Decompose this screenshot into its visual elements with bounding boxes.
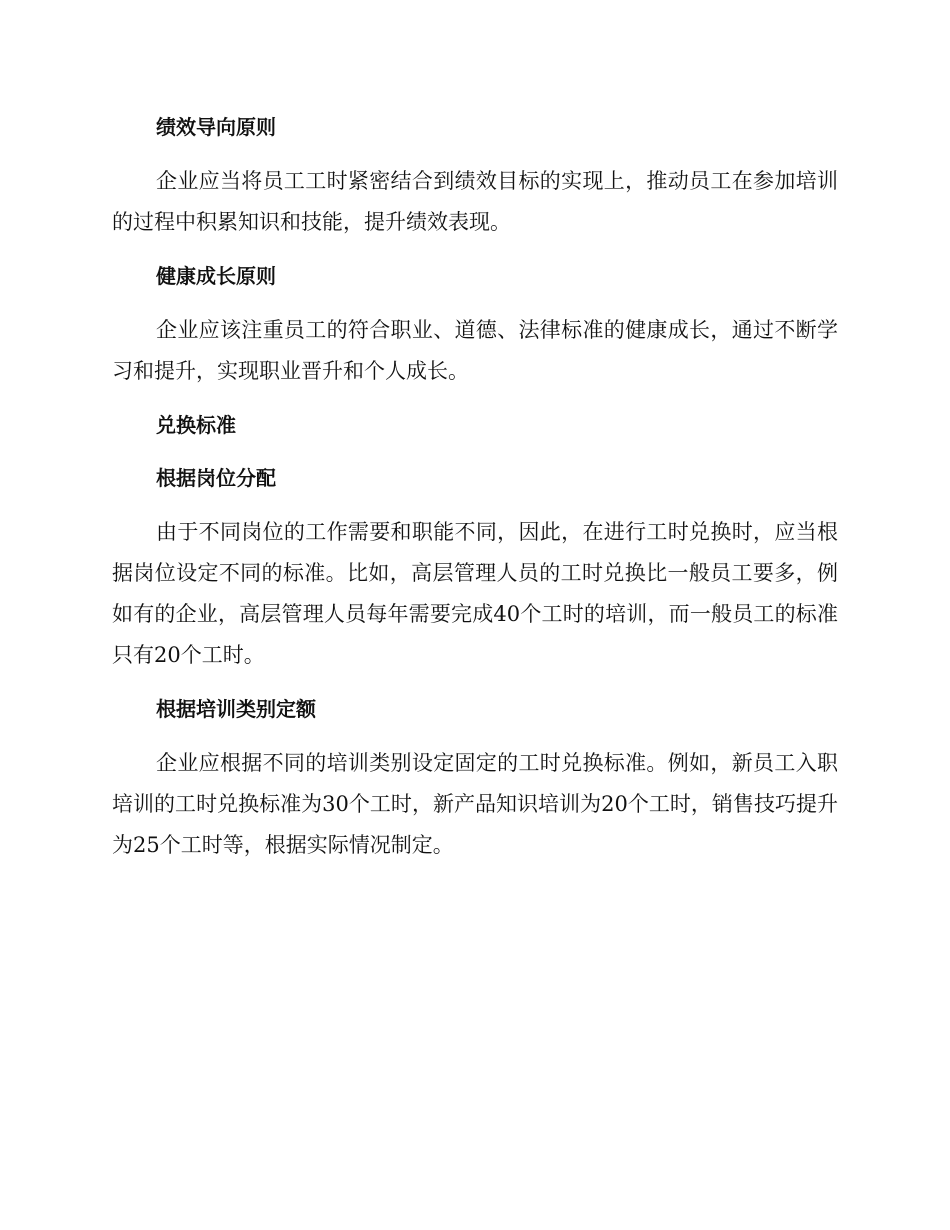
section-body-by-training-type: 企业应根据不同的培训类别设定固定的工时兑换标准。例如，新员工入职培训的工时兑换标准为30个工时，新产品知识培训为20个工时，销售技巧提升为25个工时等，根据实际情况制定。 (112, 751, 838, 857)
section-body-performance: 企业应当将员工工时紧密结合到绩效目标的实现上，推动员工在参加培训的过程中积累知识和技能，提升绩效表现。 (112, 169, 838, 234)
section-body-by-position: 由于不同岗位的工作需要和职能不同，因此，在进行工时兑换时，应当根据岗位设定不同的标准。比如，高层管理人员的工时兑换比一般员工要多，例如有的企业，高层管理人员每年需要完成40个工时的培训，而一般员工的标准只有20个工时。 (112, 520, 838, 667)
section-body-healthy-growth: 企业应该注重员工的符合职业、道德、法律标准的健康成长，通过不断学习和提升，实现职业晋升和个人成长。 (112, 318, 838, 383)
section-heading-healthy-growth: 健康成长原则 (156, 264, 276, 288)
section-heading-exchange-standard: 兑换标准 (156, 413, 236, 437)
section-heading-by-position: 根据岗位分配 (156, 466, 276, 490)
section-heading-performance: 绩效导向原则 (156, 115, 276, 139)
section-heading-by-training-type: 根据培训类别定额 (156, 697, 316, 721)
document-content (112, 108, 838, 866)
